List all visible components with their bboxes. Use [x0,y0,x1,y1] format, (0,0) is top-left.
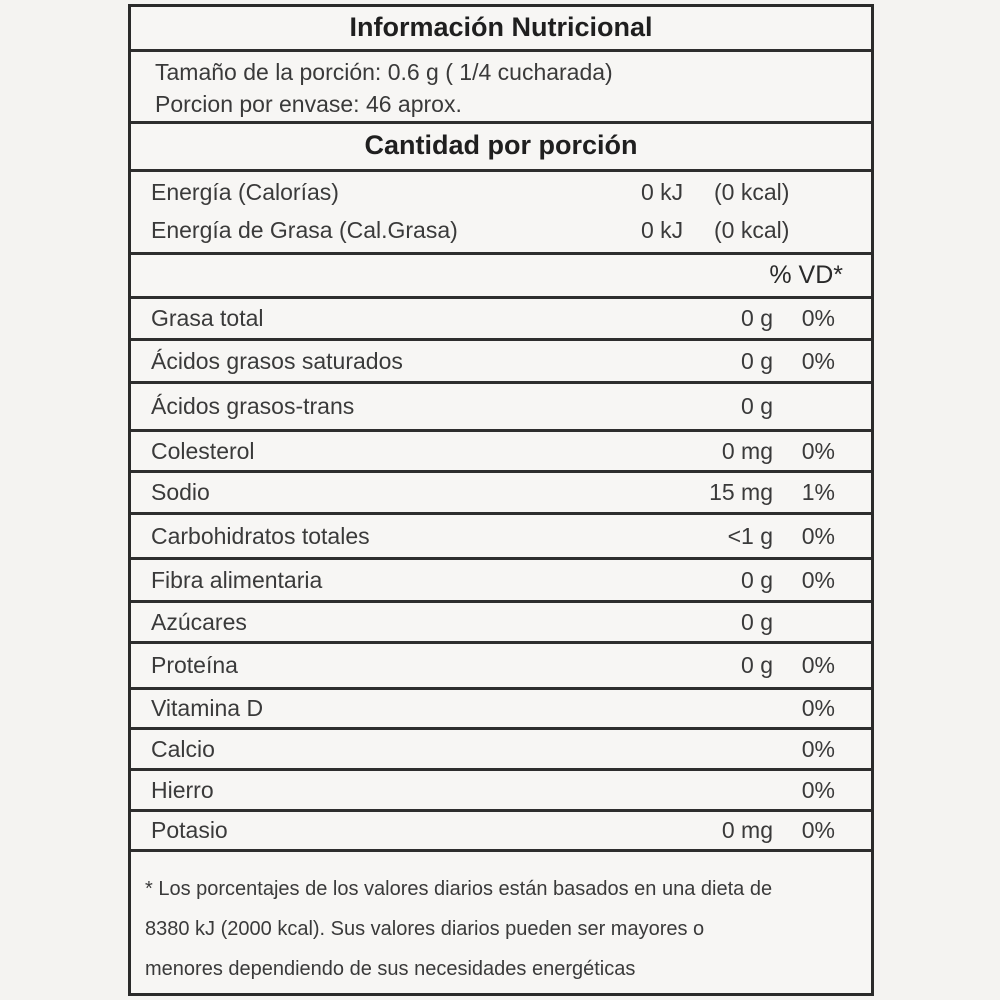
footnote [145,869,861,989]
nutrient-name: Vitamina D [151,695,264,721]
nutrient-name: Azúcares [151,609,247,635]
label-title: Información Nutricional [349,12,653,42]
nutrient-row [131,603,871,641]
nutrient-daily-value: 0% [801,652,835,678]
nutrient-row [131,341,871,381]
nutrient-name: Sodio [151,479,210,505]
nutrient-name: Carbohidratos totales [151,523,370,549]
nutrient-daily-value: 1% [801,479,835,505]
nutrient-amount: 0 g [741,652,773,678]
nutrient-daily-value: 0% [801,523,835,549]
nutrient-daily-value: 0% [801,567,835,593]
energy-label: Energía de Grasa (Cal.Grasa) [151,217,458,243]
nutrient-name: Calcio [151,736,215,762]
nutrient-daily-value: 0% [801,348,835,374]
nutrient-row [131,812,871,849]
nutrient-amount: 0 g [741,393,773,419]
nutrient-amount: 0 mg [721,438,773,464]
energy-kcal: (0 kcal) [714,179,790,205]
nutrient-name: Hierro [151,777,214,803]
nutrient-row [131,432,871,470]
nutrient-amount: 15 mg [709,479,773,505]
serving-size: Tamaño de la porción: 0.6 g ( 1/4 cucharada) [155,59,613,85]
nutrient-amount: 0 g [741,567,773,593]
divider [131,849,871,852]
energy-from-fat-row [131,211,871,249]
footnote-line: menores dependiendo de sus necesidades energéticas [145,958,636,980]
nutrient-name: Potasio [151,817,228,843]
nutrient-row [131,644,871,687]
energy-kj: 0 kJ [641,217,684,243]
nutrient-amount: 0 g [741,348,773,374]
servings-per-container: Porcion por envase: 46 aprox. [155,91,462,117]
dv-header: % VD* [769,261,843,289]
amount-per-serving-heading: Cantidad por porción [364,130,638,160]
nutrient-row [131,560,871,600]
nutrient-amount: 0 g [741,609,773,635]
footnote-line: 8380 kJ (2000 kcal). Sus valores diarios pueden ser mayores o [145,918,705,940]
nutrient-name: Grasa total [151,305,264,331]
dv-header-row [131,255,871,296]
nutrient-row [131,730,871,768]
nutrient-amount: <1 g [727,523,773,549]
nutrient-daily-value: 0% [801,817,835,843]
nutrient-row [131,771,871,809]
nutrient-name: Colesterol [151,438,255,464]
nutrient-row [131,515,871,557]
energy-kcal: (0 kcal) [714,217,790,243]
nutrient-row [131,690,871,727]
nutrient-amount: 0 mg [721,817,773,843]
nutrient-row [131,473,871,512]
nutrient-daily-value: 0% [801,438,835,464]
energy-kj: 0 kJ [641,179,684,205]
nutrient-amount: 0 g [741,305,773,331]
nutrient-name: Ácidos grasos saturados [151,348,403,374]
divider [131,49,871,52]
nutrition-facts-label [128,4,874,996]
nutrient-daily-value: 0% [801,777,835,803]
energy-row [131,173,871,211]
nutrient-row [131,384,871,429]
nutrient-name: Fibra alimentaria [151,567,323,593]
energy-label: Energía (Calorías) [151,179,339,205]
footnote-line: * Los porcentajes de los valores diarios están basados en una dieta de [145,878,773,900]
nutrient-daily-value: 0% [801,736,835,762]
divider [131,169,871,172]
nutrient-name: Ácidos grasos-trans [151,393,355,419]
nutrient-daily-value: 0% [801,695,835,721]
nutrient-row [131,299,871,338]
nutrient-name: Proteína [151,652,238,678]
nutrient-daily-value: 0% [801,305,835,331]
